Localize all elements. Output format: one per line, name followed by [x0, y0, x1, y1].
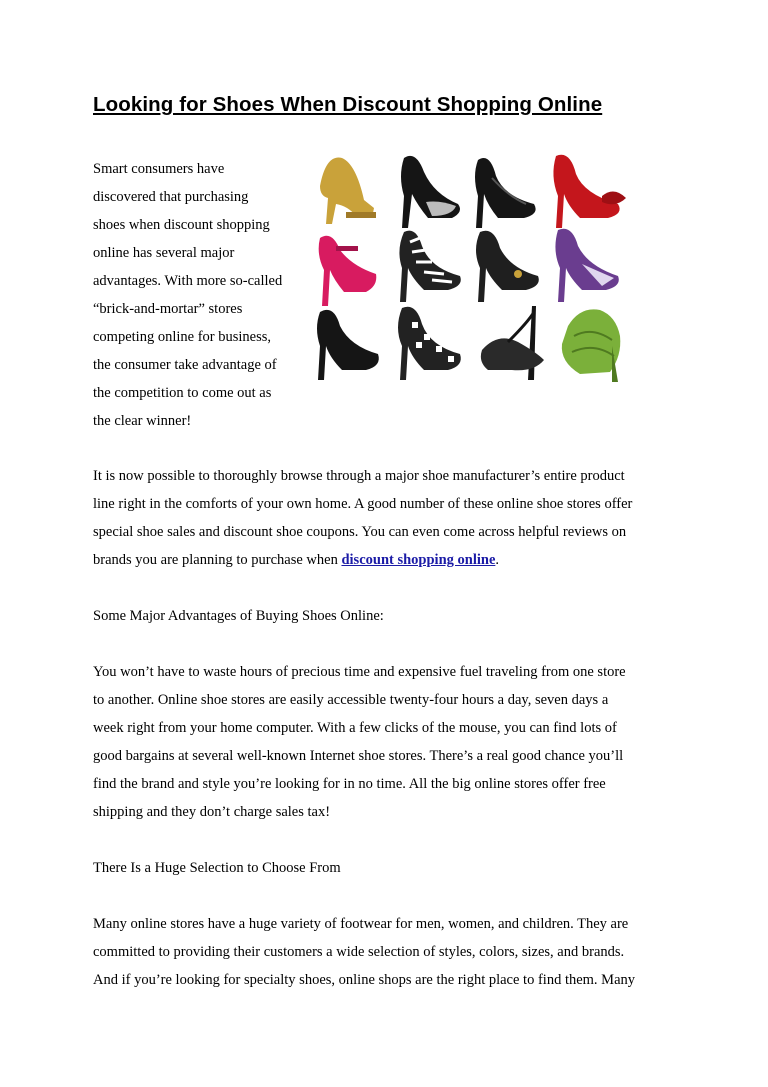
paragraph-line: committed to providing their customers a wide selection of styles, colors, sizes, and brands.: [93, 944, 625, 960]
black-patent-pump-icon: [475, 158, 536, 228]
paragraph-line: shipping and they don’t charge sales tax!: [93, 804, 331, 820]
shoe-collage-svg: [312, 146, 636, 386]
discount-shopping-online-link[interactable]: discount shopping online: [341, 552, 496, 568]
paragraph-line: line right in the comforts of your own home. A good number of these online shoe stores offer: [93, 496, 633, 512]
silver-peep-toe-pump-icon: [401, 156, 460, 228]
checkered-pump-icon: [398, 307, 461, 380]
red-bow-pump-icon: [553, 155, 626, 228]
intro-line: online has several major: [93, 245, 235, 261]
pink-strap-platform-icon: [319, 236, 377, 306]
paragraph-line: find the brand and style you’re looking for in no time. All the big online stores offer free: [93, 776, 606, 792]
purple-floral-pump-icon: [555, 229, 618, 302]
paragraph-advantages: [93, 658, 693, 826]
section-heading-selection: There Is a Huge Selection to Choose From: [93, 860, 341, 876]
intro-line: the competition to come out as: [93, 385, 272, 401]
intro-paragraph: [93, 155, 308, 435]
black-peep-toe-platform-icon: [317, 310, 379, 380]
intro-line: the consumer take advantage of: [93, 357, 277, 373]
paragraph-line: Many online stores have a huge variety of footwear for men, women, and children. They are: [93, 916, 629, 932]
section-heading-advantages: Some Major Advantages of Buying Shoes Online:: [93, 608, 384, 624]
intro-line: advantages. With more so-called: [93, 273, 283, 289]
paragraph-line: And if you’re looking for specialty shoes, online shops are the right place to find them. Many: [93, 972, 636, 988]
link-lead-text: brands you are planning to purchase when: [93, 552, 342, 568]
paragraph-line: week right from your home computer. With a few clicks of the mouse, you can find lots of: [93, 720, 617, 736]
intro-line: shoes when discount shopping: [93, 217, 270, 233]
paragraph-line: special shoe sales and discount shoe coupons. You can even come across helpful reviews on: [93, 524, 627, 540]
gold-sandal-icon: [320, 158, 376, 224]
intro-line: “brick-and-mortar” stores: [93, 301, 243, 317]
intro-line: the clear winner!: [93, 413, 192, 429]
link-trailing-text: .: [495, 552, 500, 568]
intro-line: Smart consumers have: [93, 161, 225, 177]
intro-line: competing online for business,: [93, 329, 272, 345]
paragraph-line: to another. Online shoe stores are easily accessible twenty-four hours a day, seven days a: [93, 692, 609, 708]
green-snakeskin-sandal-icon: [562, 309, 620, 382]
paragraph-line: It is now possible to thoroughly browse through a major shoe manufacturer’s entire product: [93, 468, 625, 484]
document-title: Looking for Shoes When Discount Shopping Online: [93, 93, 603, 116]
paragraph-line-with-link: [93, 546, 693, 574]
paragraph-online-browsing: [93, 462, 693, 574]
black-slingback-icon: [481, 306, 544, 380]
paragraph-selection: [93, 910, 693, 994]
paragraph-line: good bargains at several well-known Internet shoe stores. There’s a real good chance you’ll: [93, 748, 624, 764]
zebra-print-pump-icon: [399, 231, 460, 302]
shoe-collage-image: [312, 146, 636, 386]
paragraph-line: You won’t have to waste hours of precious time and expensive fuel traveling from one store: [93, 664, 626, 680]
intro-line: discovered that purchasing: [93, 189, 249, 205]
black-satin-pump-icon: [476, 231, 539, 302]
